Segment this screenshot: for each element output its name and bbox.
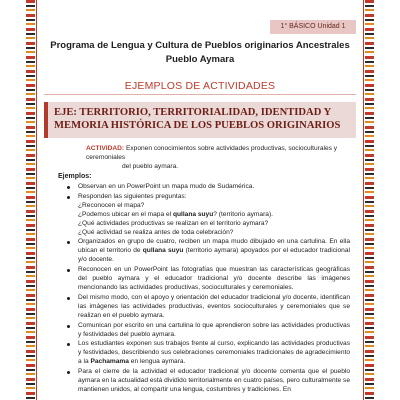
people-title: Pueblo Aymara — [165, 54, 235, 65]
list-item: Para el cierre de la actividad el educador tradicional y/o docente comenta que el pueblo aymara en la actualidad está dividido territorialmente en cuatro países, pero culturalmente se mantienen unidos, al compartir una lengua, costumbres y tradiciones. En — [64, 368, 350, 395]
eje-banner — [44, 102, 356, 138]
program-title: Programa de Lengua y Cultura de Pueblos originarios Ancestrales — [50, 40, 350, 51]
section-divider — [44, 94, 356, 95]
decorative-border-left — [26, 0, 35, 400]
activity-label: ACTIVIDAD: — [86, 145, 125, 152]
examples-section-title: EJEMPLOS DE ACTIVIDADES — [124, 80, 276, 92]
list-item: Comunican por escrito en una cartulina lo que aprendieron sobre las actividades productivas y festividades del pueblo aymara. — [64, 322, 350, 340]
grade-unit-badge: 1° BÁSICO Unidad 1 — [270, 20, 356, 34]
examples-list — [64, 183, 350, 396]
eje-line-1: EJE: TERRITORIO, TERRITORIALIDAD, IDENTIDAD Y — [54, 107, 332, 118]
decorative-border-right — [365, 0, 374, 400]
activity-text-2: del pueblo aymara. — [122, 163, 179, 170]
list-item: Del mismo modo, con el apoyo y orientación del educador tradicional y/o docente, identifican las imágenes las actividades productivas, eventos socioculturales y ceremoniales que se realizan en el pueblo aymara. — [64, 294, 350, 321]
examples-label: Ejemplos: — [58, 173, 92, 180]
activity-text-1: Exponen conocimientos sobre actividades productivas, socioculturales y ceremoniales — [86, 145, 338, 161]
list-item: Observan en un PowerPoint un mapa mudo de Sudamérica. — [64, 183, 350, 192]
list-item: Responden las siguientes preguntas: ¿Reconocen el mapa? ¿Podemos ubicar en el mapa el qullana suyu? (territorio aymara). ¿Qué actividades productivas se realizan en el territorio aymara? ¿Qué actividad se realiza antes de toda celebración? — [64, 193, 350, 238]
list-item: Reconocen en un PowerPoint las fotografías que muestran las características geográficas del pueblo aymara y el educador tradicional y/o docente describe las imágenes mencionando las actividades productivas, socioculturales y ceremoniales. — [64, 266, 350, 293]
eje-line-2: MEMORIA HISTÓRICA DE LOS PUEBLOS ORIGINARIOS — [54, 120, 341, 131]
document-header — [40, 40, 360, 65]
list-item: Los estudiantes exponen sus trabajos frente al curso, explicando las actividades productivas y festividades, describiendo sus celebraciones ceremoniales tradicionales de agradecimiento a la Pachamama en lengua aymara. — [64, 340, 350, 367]
list-item: Organizados en grupo de cuatro, reciben un mapa mudo dibujado en una cartulina. En ella ubican el territorio de qullana suyu (territorio aymara) apoyados por el educador tradicional y/o docente. — [64, 238, 350, 265]
activity-description — [86, 144, 344, 171]
